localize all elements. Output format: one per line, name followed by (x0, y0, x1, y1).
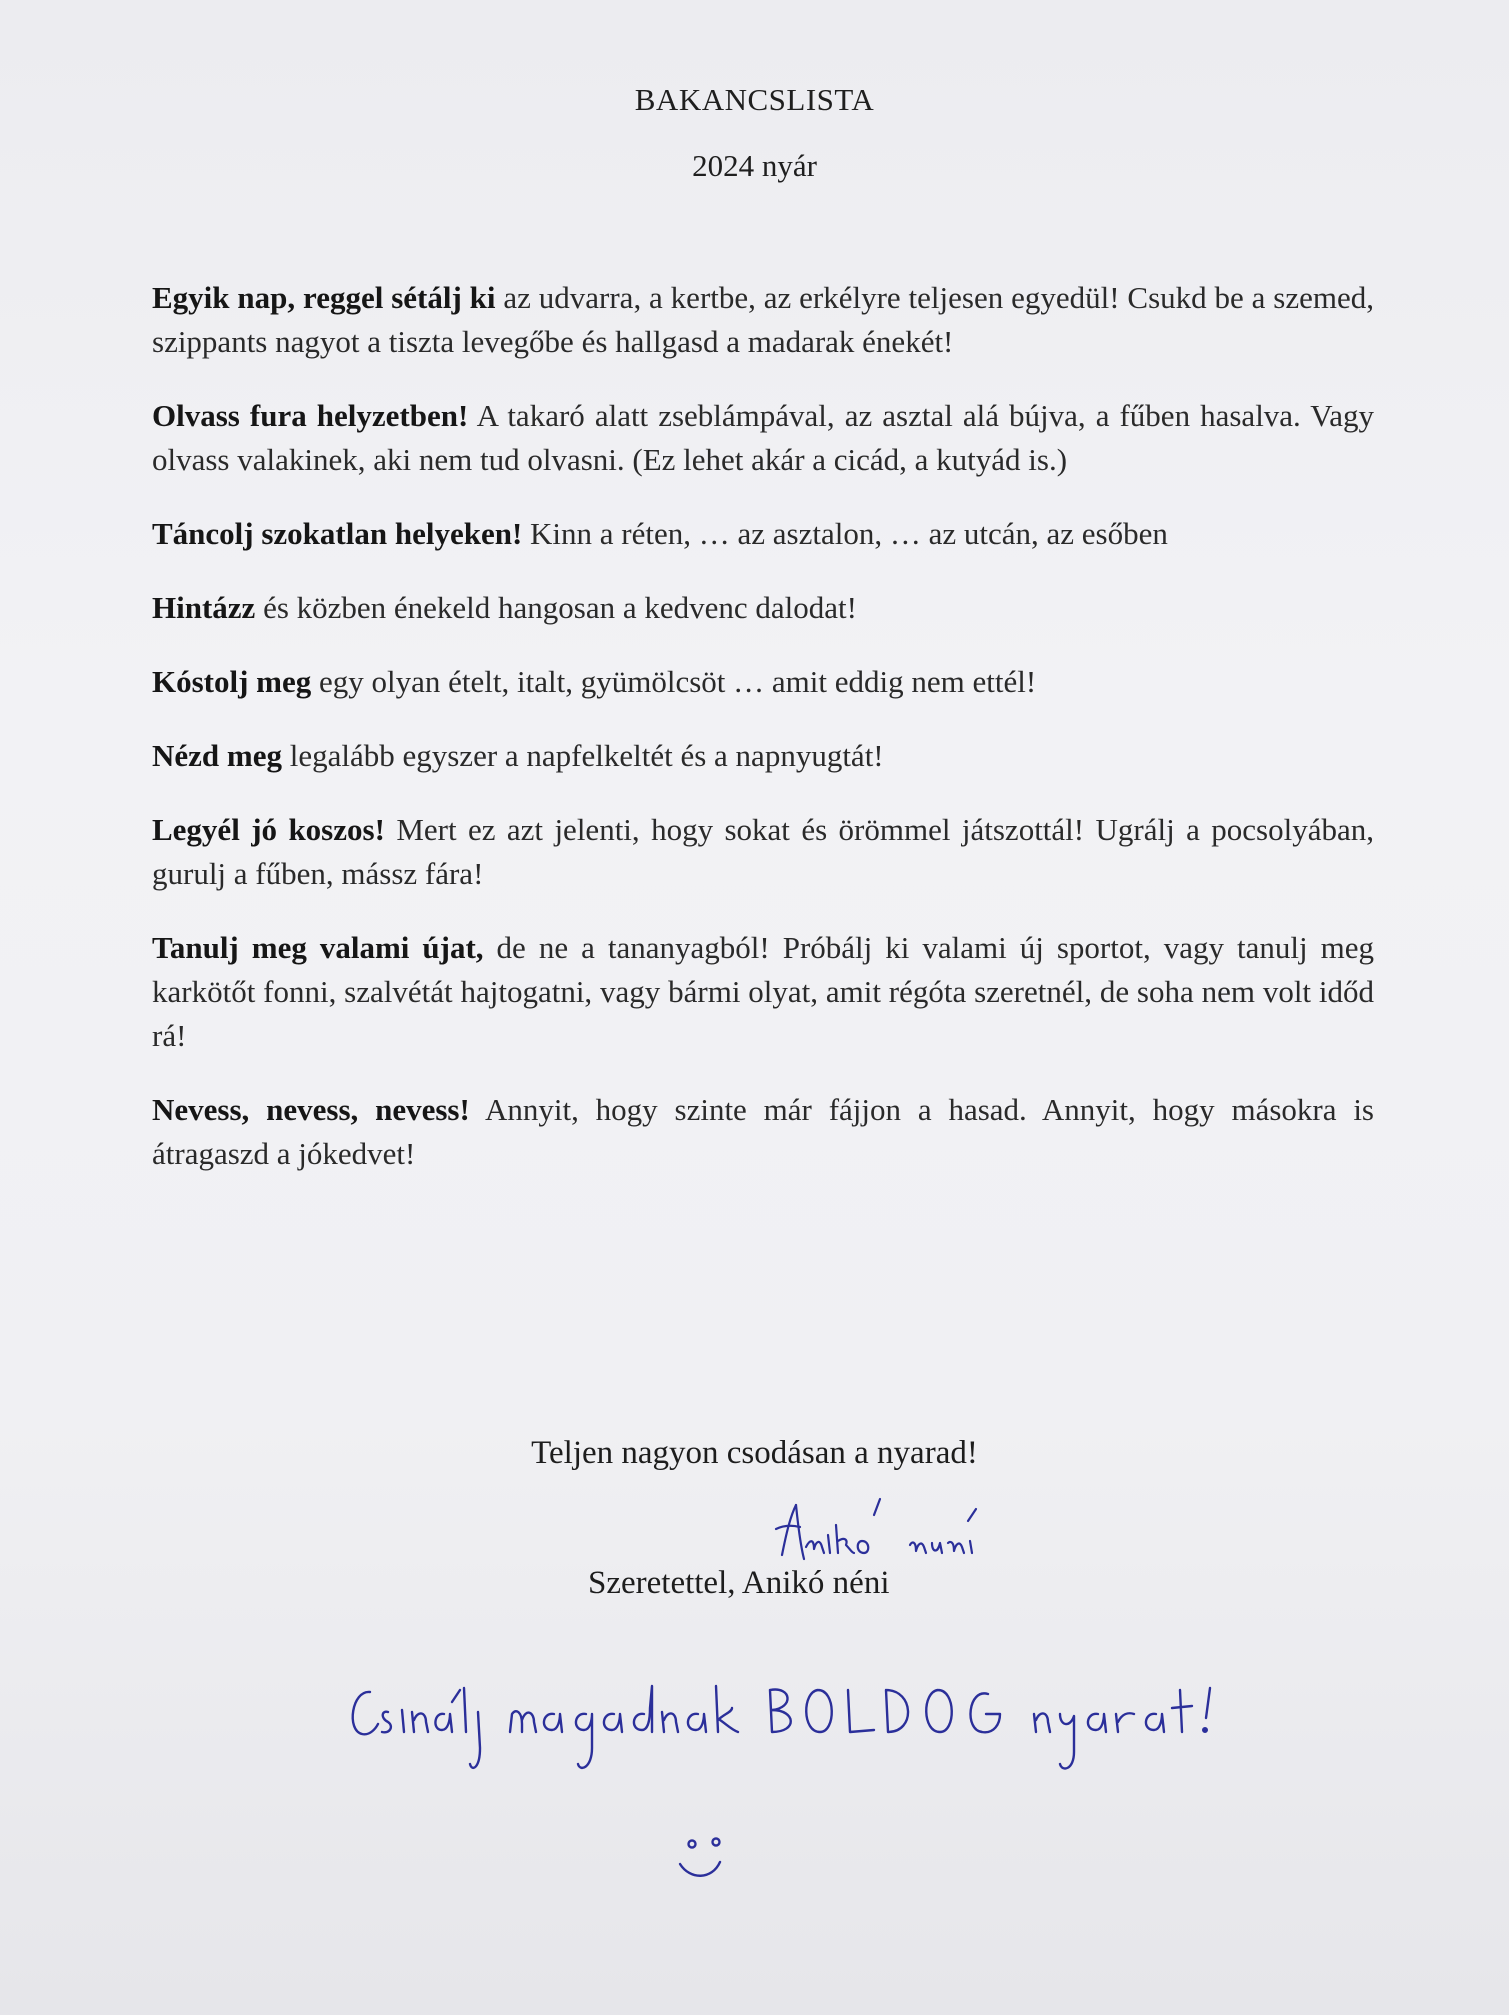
item-text: és közben énekeld hangosan a kedvenc dalodat! (255, 590, 857, 625)
item-text: de ne a tananyagból! Próbálj ki valami új sportot, vagy tanulj meg karkötőt fonni, szalvétát hajtogatni, vagy bármi olyat, amit régóta szeretnél, de soha nem volt időd rá! (152, 930, 1374, 1053)
list-item (152, 926, 1374, 1058)
list-item (152, 586, 1374, 630)
list-item (152, 734, 1374, 778)
item-text: Mert ez azt jelenti, hogy sokat és örömmel játszottál! Ugrálj a pocsolyában, gurulj a fűben, mássz fára! (152, 812, 1374, 891)
item-heading: Táncolj szokatlan helyeken! (152, 516, 523, 551)
list-item (152, 276, 1374, 364)
item-text: legalább egyszer a napfelkeltét és a napnyugtát! (281, 738, 884, 773)
handwritten-note (340, 1668, 1220, 1798)
item-heading: Nézd meg (152, 738, 282, 773)
handwritten-signature (770, 1495, 1050, 1575)
list-item (152, 1088, 1374, 1176)
item-heading: Kóstolj meg (152, 664, 312, 699)
item-text: egy olyan ételt, italt, gyümölcsöt … amit eddig nem ettél! (311, 664, 1037, 699)
document-title: BAKANCSLISTA (634, 82, 875, 117)
item-text: az udvarra, a kertbe, az erkélyre teljesen egyedül! Csukd be a szemed, szippants nagyot a tiszta levegőbe és hallgasd a madarak énekét! (152, 280, 1374, 359)
item-heading: Egyik nap, reggel sétálj ki (152, 280, 496, 315)
signature-line: Szeretettel, Anikó néni (588, 1565, 890, 1601)
list-item (152, 512, 1374, 556)
closing-line: Teljen nagyon csodásan a nyarad! (531, 1435, 978, 1471)
item-heading: Olvass fura helyzetben! (152, 398, 469, 433)
item-heading: Tanulj meg valami újat, (152, 930, 484, 965)
item-text: Kinn a réten, … az asztalon, … az utcán, az esőben (522, 516, 1168, 551)
bucket-list (152, 276, 1374, 1206)
list-item (152, 394, 1374, 482)
list-item (152, 660, 1374, 704)
item-heading: Legyél jó koszos! (152, 812, 385, 847)
item-text: A takaró alatt zseblámpával, az asztal alá bújva, a fűben hasalva. Vagy olvass valakinek, aki nem tud olvasni. (Ez lehet akár a cicád, a kutyád is.) (152, 398, 1374, 477)
item-heading: Hintázz (152, 590, 256, 625)
smiley-doodle (672, 1830, 742, 1900)
item-heading: Nevess, nevess, nevess! (152, 1092, 470, 1127)
item-text: Annyit, hogy szinte már fájjon a hasad. Annyit, hogy másokra is átragaszd a jókedvet! (152, 1092, 1374, 1171)
document-subtitle: 2024 nyár (692, 148, 817, 183)
list-item (152, 808, 1374, 896)
